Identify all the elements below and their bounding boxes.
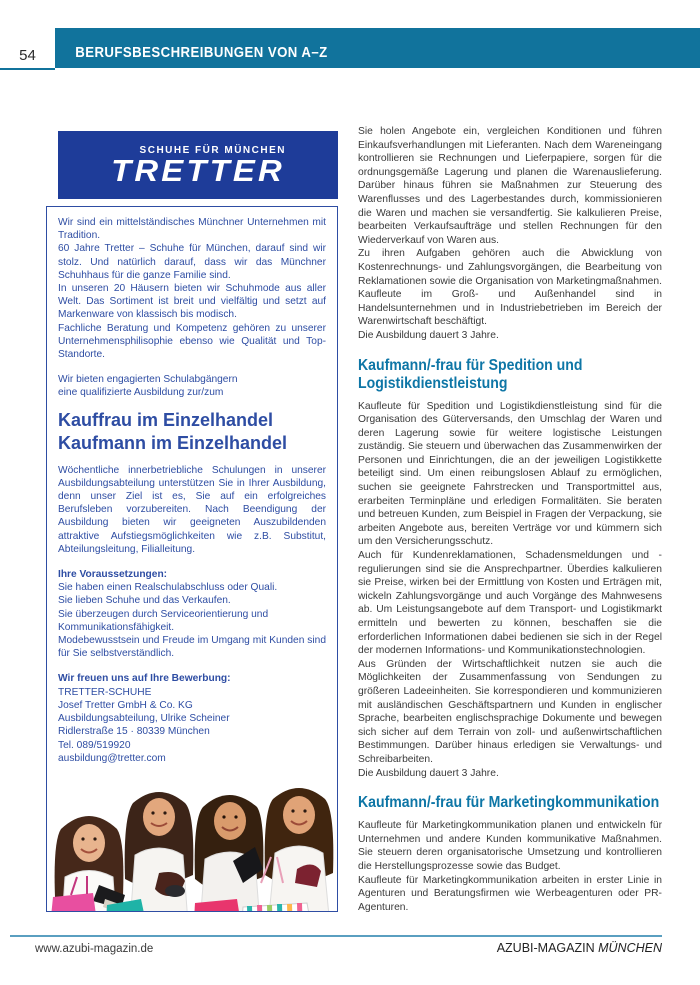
ad-intro-paragraph: In unseren 20 Häusern bieten wir Schuhmode aus aller Welt. Das Sortiment ist breit und vielfältig und setzt auf Markenware von klassisch bis modisch.	[58, 283, 326, 321]
article-paragraph: Sie holen Angebote ein, vergleichen Konditionen und führen Einkaufsverhandlungen mit Lieferanten. Nach dem Wareneingang kontrollieren sie Rechnungen und Lieferpapiere, sorgen für die ordnungsgemäße Lagerung und planen die Warenauslieferung. Darüber hinaus führen sie Maßnahmen zur Steuerung des Warenflusses und des Lagerbestandes durch, kommissionieren die Waren und machen sie versandfertig. Sie kalkulieren Preise, bearbeiten Verkaufsaufträge und stellen Rechnungen für den Wiederverkauf von Waren aus.	[358, 126, 662, 246]
tretter-advertisement	[46, 131, 338, 912]
contact-line: Ausbildungsabteilung, Ulrike Scheiner	[58, 713, 230, 725]
ad-offer-line: Wir bieten engagierten Schulabgängern	[58, 374, 238, 386]
footer-rule	[10, 935, 662, 937]
article-paragraph: Auch für Kundenreklamationen, Schadensmeldungen und -regulierungen sind sie die Ansprechpartner. Überdies kalkulieren sie Preise, wirken bei der Ermittlung von Kosten und Erträgen mit, wickeln Zahlungsvorgänge und auch Vorgänge des Mahnwesens ab. Um Leistungsangebote auf dem Transport- und Logistikmarkt ermitteln und bewerten zu können, beschaffen sie die erforderlichen Informationen dabei bedienen sie sich in der Regel der modernen Informations- und Kommunikationstechnologien.	[358, 550, 662, 657]
section-heading-spedition: Kaufmann/-frau für Spedition und Logistikdienstleistung	[358, 356, 583, 392]
requirement-item: Modebewusstsein und Freude im Umgang mit Kunden sind für Sie selbstverständlich.	[58, 635, 326, 660]
ad-offer-line: eine qualifizierte Ausbildung zur/zum	[58, 387, 224, 399]
article-paragraph: Kaufleute für Spedition und Logistikdienstleistung sind für die Organisation des Güterversands, den Umschlag der Waren und deren Lagerung sowie für weitere logistische Leistungen zuständig. Sie steuern und überwachen das Zusammenwirken der Personen und Einrichtungen, die an der jeweiligen Logistikkette beteiligt sind. Um einen reibungslosen Ablauf zu ermöglichen, suchen sie geeignete Fahrstrecken und Transportmittel aus, erarbeiten Terminpläne und erledigen Formalitäten. Sie beraten und betreuen Kunden, zum Beispiel in Fragen der Verpackung, sie arbeiten Angebote aus, bereiten Verträge vor und kümmern sich um den Versicherungsschutz.	[358, 400, 662, 548]
requirement-item: Sie haben einen Realschulabschluss oder Quali.	[58, 582, 278, 594]
article-duration-line: Die Ausbildung dauert 3 Jahre.	[358, 767, 499, 779]
page-number: 54	[19, 47, 36, 64]
ad-content-box	[46, 206, 338, 912]
header-bar	[55, 28, 700, 68]
article-paragraph: Aus Gründen der Wirtschaftlichkeit nutzen sie auch die Möglichkeiten der Zusammenfassung von Sendungen zu größeren Ladeeinheiten. Sie korrespondieren und kommunizieren mit ausländischen Geschäftspartnern und Kunden in englischer Sprache, bearbeiten englischsprachige Dokumente und bewegen sich sicher auf dem Terrain von zoll- und außenwirtschaftlichen Bestimmungen. Darüber hinaus erledigen sie Verwaltungs- und Schreibarbeiten.	[358, 658, 662, 765]
section-heading-marketing: Kaufmann/-frau für Marketingkommunikation	[358, 794, 660, 812]
article-column	[358, 125, 662, 914]
contact-line: TRETTER-SCHUHE	[58, 686, 152, 698]
article-paragraph: Kaufleute für Marketingkommunikation planen und entwickeln für Unternehmen und andere Kunden kommunikative Maßnahmen. Sie steuern deren organisatorische Umsetzung und kontrollieren die Herstellungsprozesse sowie das Budget.	[358, 820, 662, 872]
footer-magazine-name	[497, 941, 662, 955]
job-title-line: Kauffrau im Einzelhandel	[58, 409, 274, 430]
ad-photo-women-shopping	[47, 765, 337, 912]
page-number-box	[0, 28, 55, 70]
requirement-item: Sie überzeugen durch Serviceorientierung und Kommunikationsfähigkeit.	[58, 608, 269, 633]
article-paragraph: Zu ihren Aufgaben gehören auch die Abwicklung von Kostenrechnungs- und Zahlungsvorgängen, die Bearbeitung von Reklamationen sowie die Organisation von Marketingmaßnahmen. Kaufleute im Groß- und Außenhandel sind in Handelsunternehmen und in Industriebetrieben im Bereich der Warenwirtschaft beschäftigt.	[358, 248, 662, 328]
contact-line: Ridlerstraße 15 · 80339 München	[58, 726, 210, 738]
footer-url-link[interactable]: www.azubi-magazin.de	[35, 943, 154, 955]
article-paragraph: Kaufleute für Marketingkommunikation arbeiten in erster Linie in Agenturen und Beratungsfirmen wie Werbeagenturen oder PR-Agenturen.	[358, 874, 662, 913]
apply-heading: Wir freuen uns auf Ihre Bewerbung:	[58, 673, 231, 685]
requirement-item: Sie lieben Schuhe und das Verkaufen.	[58, 595, 231, 607]
tretter-logo	[58, 131, 338, 199]
ad-intro-paragraph: Wir sind ein mittelständisches Münchner Unternehmen mit Tradition.	[58, 217, 326, 242]
contact-email-link[interactable]: ausbildung@tretter.com	[58, 752, 166, 764]
ad-intro-paragraph: Fachliche Beratung und Kompetenz gehören zu unserer Unternehmensphilisophie ebenso wie Qualität und Top-Standorte.	[58, 322, 326, 361]
job-title-line: Kaufmann im Einzelhandel	[58, 432, 288, 453]
footer-city: MÜNCHEN	[598, 941, 662, 955]
article-duration-line: Die Ausbildung dauert 3 Jahre.	[358, 329, 499, 341]
header-title: BERUFSBESCHREIBUNGEN VON A–Z	[75, 44, 328, 61]
footer-brand: AZUBI-MAGAZIN	[496, 941, 595, 955]
contact-phone: Tel. 089/519920	[58, 739, 131, 751]
logo-tagline: SCHUHE FÜR MÜNCHEN	[139, 144, 286, 156]
contact-line: Josef Tretter GmbH & Co. KG	[58, 699, 193, 711]
requirements-heading: Ihre Voraussetzungen:	[58, 569, 168, 581]
logo-brand: TRETTER	[111, 152, 285, 188]
ad-intro-paragraph: 60 Jahre Tretter – Schuhe für München, darauf sind wir stolz. Und natürlich darauf, dass wir das Münchner Schuhhaus für die ganze Familie sind.	[58, 243, 326, 281]
ad-training-paragraph: Wöchentliche innerbetriebliche Schulungen in unserer Ausbildungsabteilung unterstützen Sie in Ihrer Ausbildung, denn unser Ziel ist es, Sie auf ein erfolgreiches Berufsleben vorzubereiten. Nach Beendigung der Ausbildung bieten wir geeigneten Auszubildenden attraktive Aufstiegsmöglichkeiten wie z.B. Substitut, Abteilungsleitung, Filialleitung.	[58, 464, 326, 555]
